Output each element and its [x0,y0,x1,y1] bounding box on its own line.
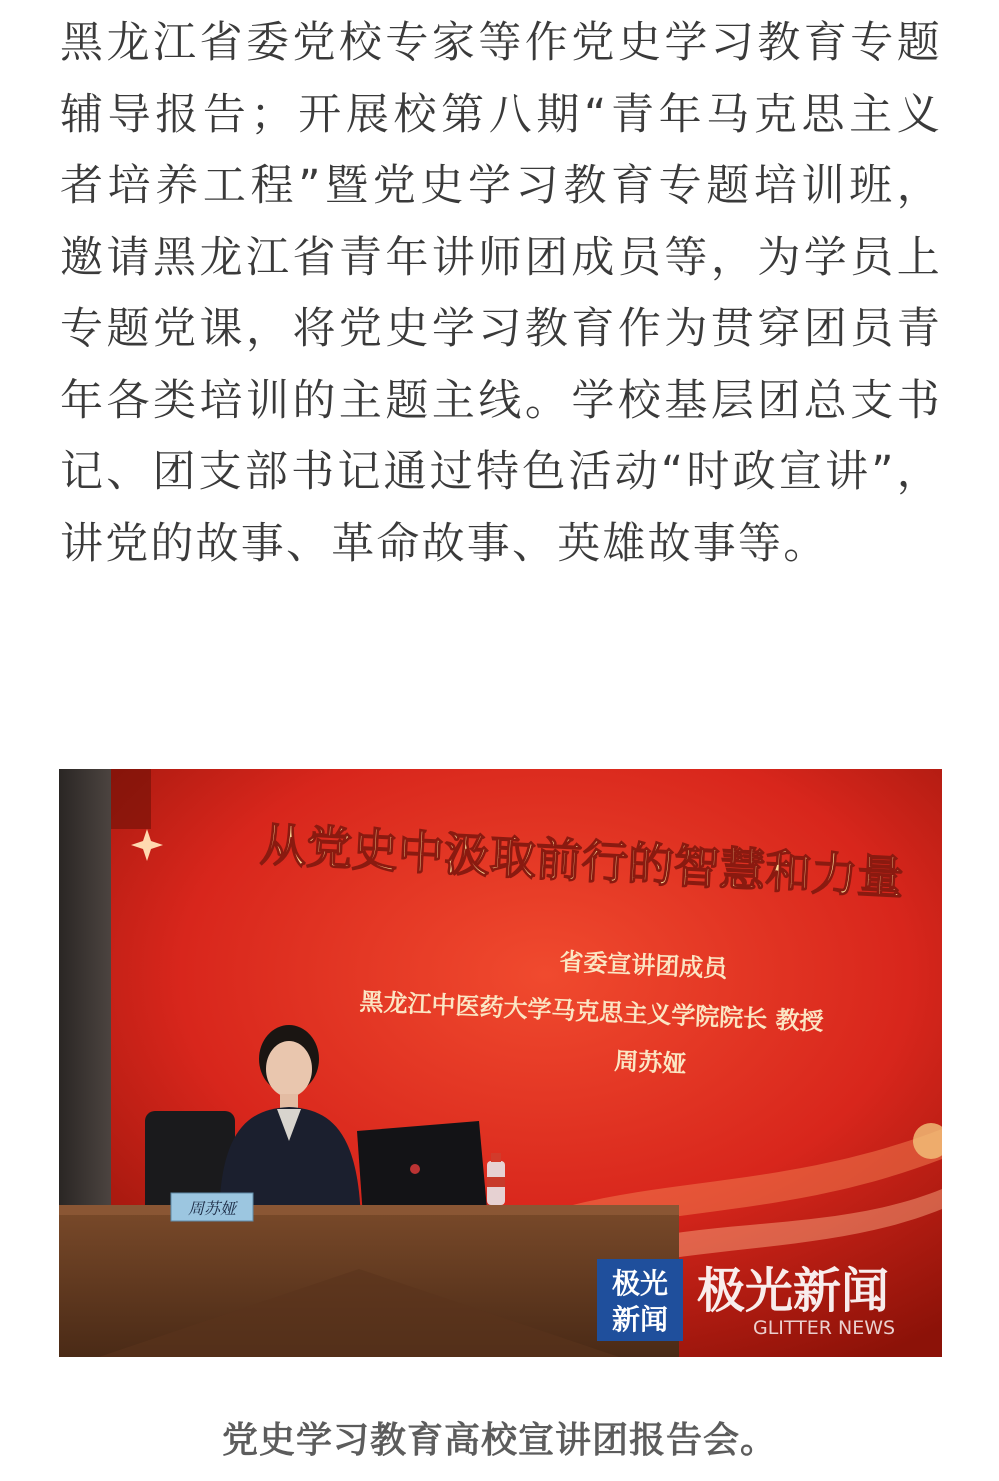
banner-line-2: 黑龙江中医药大学马克思主义学院院长 教授 [358,987,825,1036]
banner-title: 从党史中汲取前行的智慧和力量 [258,817,905,905]
name-plate-text: 周苏娅 [187,1199,237,1218]
logo-text-top: 极光 [611,1267,669,1300]
article-paragraph: 黑龙江省委党校专家等作党史学习教育专题辅导报告；开展校第八期“青年马克思主义者培养工程”暨党史学习教育专题培训班，邀请黑龙江省青年讲师团成员等，为学员上专题党课，将党史学习教育作为贯穿团员青年各类培训的主题主线。学校基层团总支书记、团支部书记通过特色活动“时政宣讲”，讲党的故事、革命故事、英雄故事等。 [60,18,942,569]
photo-scene [59,769,942,1357]
photo-caption: 党史学习教育高校宣讲团报告会。 [221,1420,777,1461]
banner-line-3: 周苏娅 [613,1047,687,1079]
watermark-title: 极光新闻 [697,1263,890,1319]
watermark-subtitle: GLITTER NEWS [753,1317,896,1339]
banner-line-1: 省委宣讲团成员 [558,947,728,983]
laptop [357,1121,487,1217]
article-body [60,8,942,580]
article-photo [59,769,942,1357]
logo-text-bottom: 新闻 [611,1303,669,1336]
glitter-news-logo [597,1259,683,1341]
